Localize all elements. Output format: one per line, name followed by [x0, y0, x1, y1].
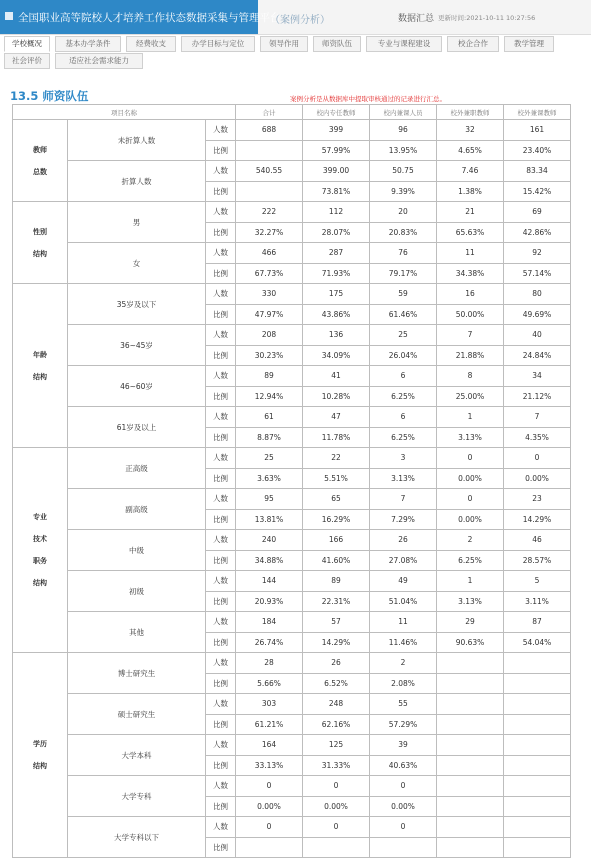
value-cell: 0.00%	[437, 509, 504, 530]
value-cell: 0.00%	[303, 796, 370, 817]
table-row	[13, 735, 571, 756]
value-cell: 46	[504, 530, 571, 551]
header-internal-fulltime: 校内专任教师	[303, 105, 370, 120]
item-label: 未折算人数	[68, 120, 206, 161]
tab-social-evaluation[interactable]: 社会评价	[4, 53, 50, 69]
value-cell: 16	[437, 284, 504, 305]
table-row	[13, 489, 571, 510]
value-cell: 9.39%	[370, 181, 437, 202]
value-cell	[504, 653, 571, 674]
value-cell: 62.16%	[303, 714, 370, 735]
measure-label: 人数	[206, 120, 236, 141]
section-note: 案例分析是从数据库中提取审核通过的记录进行汇总。	[290, 95, 446, 103]
value-cell: 95	[236, 489, 303, 510]
value-cell: 26.04%	[370, 345, 437, 366]
value-cell: 5.51%	[303, 468, 370, 489]
value-cell: 0	[236, 776, 303, 797]
tab-social-adaptability[interactable]: 适应社会需求能力	[55, 53, 143, 69]
value-cell	[236, 140, 303, 161]
value-cell: 65	[303, 489, 370, 510]
measure-label: 比例	[206, 796, 236, 817]
value-cell: 30.23%	[236, 345, 303, 366]
value-cell: 87	[504, 612, 571, 633]
value-cell: 7.46	[437, 161, 504, 182]
item-label: 35岁及以下	[68, 284, 206, 325]
table-row	[13, 817, 571, 838]
value-cell: 49.69%	[504, 304, 571, 325]
item-label: 大学专科	[68, 776, 206, 817]
tab-funding[interactable]: 经费收支	[126, 36, 176, 52]
measure-label: 比例	[206, 386, 236, 407]
value-cell: 25.00%	[437, 386, 504, 407]
value-cell: 34.09%	[303, 345, 370, 366]
value-cell: 90.63%	[437, 632, 504, 653]
value-cell: 208	[236, 325, 303, 346]
measure-label: 比例	[206, 140, 236, 161]
value-cell: 8.87%	[236, 427, 303, 448]
value-cell: 7	[370, 489, 437, 510]
item-label: 硕士研究生	[68, 694, 206, 735]
value-cell	[437, 694, 504, 715]
value-cell: 14.29%	[504, 509, 571, 530]
value-cell: 96	[370, 120, 437, 141]
measure-label: 人数	[206, 735, 236, 756]
app-title: 全国职业高等院校人才培养工作状态数据采集与管理平台	[18, 12, 281, 24]
value-cell	[504, 673, 571, 694]
value-cell: 3.13%	[437, 591, 504, 612]
value-cell	[236, 837, 303, 858]
measure-label: 人数	[206, 694, 236, 715]
value-cell: 0	[303, 817, 370, 838]
value-cell: 41.60%	[303, 550, 370, 571]
value-cell: 8	[437, 366, 504, 387]
measure-label: 人数	[206, 817, 236, 838]
value-cell: 28.07%	[303, 222, 370, 243]
value-cell: 50.00%	[437, 304, 504, 325]
header-item-name: 项目名称	[13, 105, 236, 120]
measure-label: 比例	[206, 714, 236, 735]
value-cell	[504, 776, 571, 797]
measure-label: 比例	[206, 222, 236, 243]
value-cell: 540.55	[236, 161, 303, 182]
value-cell: 4.65%	[437, 140, 504, 161]
value-cell: 71.93%	[303, 263, 370, 284]
value-cell: 80	[504, 284, 571, 305]
value-cell: 65.63%	[437, 222, 504, 243]
value-cell: 2	[370, 653, 437, 674]
value-cell	[504, 817, 571, 838]
value-cell: 25	[236, 448, 303, 469]
group-label: 年龄结构	[33, 350, 47, 381]
value-cell: 11.78%	[303, 427, 370, 448]
value-cell: 5	[504, 571, 571, 592]
item-label: 其他	[68, 612, 206, 653]
value-cell: 39	[370, 735, 437, 756]
value-cell: 125	[303, 735, 370, 756]
value-cell: 57.14%	[504, 263, 571, 284]
item-label: 副高级	[68, 489, 206, 530]
measure-label: 人数	[206, 776, 236, 797]
value-cell: 0.00%	[504, 468, 571, 489]
measure-label: 比例	[206, 550, 236, 571]
value-cell: 166	[303, 530, 370, 551]
value-cell: 49	[370, 571, 437, 592]
measure-label: 比例	[206, 263, 236, 284]
value-cell: 0	[437, 448, 504, 469]
value-cell: 61.46%	[370, 304, 437, 325]
measure-label: 比例	[206, 304, 236, 325]
measure-label: 比例	[206, 509, 236, 530]
value-cell: 89	[236, 366, 303, 387]
value-cell: 27.08%	[370, 550, 437, 571]
tab-cooperation[interactable]: 校企合作	[447, 36, 499, 52]
value-cell: 2	[437, 530, 504, 551]
measure-label: 比例	[206, 427, 236, 448]
value-cell: 50.75	[370, 161, 437, 182]
value-cell: 175	[303, 284, 370, 305]
measure-label: 人数	[206, 612, 236, 633]
value-cell: 287	[303, 243, 370, 264]
measure-label: 比例	[206, 468, 236, 489]
value-cell: 222	[236, 202, 303, 223]
value-cell	[370, 837, 437, 858]
value-cell: 7	[437, 325, 504, 346]
item-label: 正高级	[68, 448, 206, 489]
group-label-cell	[13, 284, 68, 448]
value-cell: 20.83%	[370, 222, 437, 243]
value-cell: 4.35%	[504, 427, 571, 448]
group-label-cell	[13, 202, 68, 284]
value-cell: 5.66%	[236, 673, 303, 694]
value-cell: 330	[236, 284, 303, 305]
value-cell: 29	[437, 612, 504, 633]
value-cell: 40	[504, 325, 571, 346]
value-cell: 22.31%	[303, 591, 370, 612]
table-row	[13, 284, 571, 305]
value-cell: 11	[437, 243, 504, 264]
table-header-row	[13, 105, 571, 120]
value-cell: 34.88%	[236, 550, 303, 571]
value-cell: 3.11%	[504, 591, 571, 612]
value-cell: 0	[236, 817, 303, 838]
value-cell: 61	[236, 407, 303, 428]
value-cell: 6	[370, 366, 437, 387]
measure-label: 人数	[206, 407, 236, 428]
value-cell	[437, 735, 504, 756]
table-row	[13, 243, 571, 264]
value-cell	[437, 776, 504, 797]
header-external-parttime: 校外兼职教师	[437, 105, 504, 120]
value-cell: 57.29%	[370, 714, 437, 735]
measure-label: 人数	[206, 161, 236, 182]
table-row	[13, 694, 571, 715]
value-cell: 24.84%	[504, 345, 571, 366]
table-row	[13, 530, 571, 551]
measure-label: 比例	[206, 632, 236, 653]
value-cell: 184	[236, 612, 303, 633]
value-cell	[437, 653, 504, 674]
value-cell: 26.74%	[236, 632, 303, 653]
header-total: 合计	[236, 105, 303, 120]
value-cell: 57	[303, 612, 370, 633]
table-row	[13, 161, 571, 182]
table-row	[13, 448, 571, 469]
value-cell: 89	[303, 571, 370, 592]
value-cell: 61.21%	[236, 714, 303, 735]
value-cell	[437, 817, 504, 838]
value-cell: 16.29%	[303, 509, 370, 530]
value-cell: 688	[236, 120, 303, 141]
measure-label: 人数	[206, 530, 236, 551]
value-cell: 57.99%	[303, 140, 370, 161]
value-cell: 32.27%	[236, 222, 303, 243]
value-cell: 69	[504, 202, 571, 223]
value-cell: 21	[437, 202, 504, 223]
measure-label: 人数	[206, 284, 236, 305]
tab-school-overview[interactable]: 学校概况	[4, 36, 50, 52]
table-row	[13, 120, 571, 141]
item-label: 中级	[68, 530, 206, 571]
faculty-table	[12, 104, 571, 858]
value-cell: 21.88%	[437, 345, 504, 366]
value-cell: 1.38%	[437, 181, 504, 202]
header-internal-parttime: 校内兼课人员	[370, 105, 437, 120]
item-label: 女	[68, 243, 206, 284]
value-cell: 13.81%	[236, 509, 303, 530]
value-cell: 34.38%	[437, 263, 504, 284]
table-row	[13, 653, 571, 674]
value-cell: 7	[504, 407, 571, 428]
value-cell: 0.00%	[236, 796, 303, 817]
group-label-cell	[13, 653, 68, 858]
item-label: 折算人数	[68, 161, 206, 202]
item-label: 大学本科	[68, 735, 206, 776]
value-cell	[504, 796, 571, 817]
value-cell: 7.29%	[370, 509, 437, 530]
measure-label: 人数	[206, 202, 236, 223]
value-cell: 41	[303, 366, 370, 387]
table-row	[13, 407, 571, 428]
value-cell	[504, 837, 571, 858]
value-cell: 54.04%	[504, 632, 571, 653]
value-cell: 12.94%	[236, 386, 303, 407]
value-cell: 23	[504, 489, 571, 510]
measure-label: 人数	[206, 653, 236, 674]
value-cell: 92	[504, 243, 571, 264]
top-bar	[0, 0, 591, 35]
value-cell: 31.33%	[303, 755, 370, 776]
value-cell: 2.08%	[370, 673, 437, 694]
value-cell: 1	[437, 407, 504, 428]
tab-teaching-management[interactable]: 教学管理	[504, 36, 554, 52]
value-cell: 3.63%	[236, 468, 303, 489]
value-cell: 47.97%	[236, 304, 303, 325]
value-cell	[437, 714, 504, 735]
value-cell: 161	[504, 120, 571, 141]
value-cell	[236, 181, 303, 202]
value-cell	[437, 673, 504, 694]
measure-label: 比例	[206, 181, 236, 202]
value-cell: 79.17%	[370, 263, 437, 284]
value-cell: 6.52%	[303, 673, 370, 694]
value-cell: 15.42%	[504, 181, 571, 202]
value-cell	[504, 694, 571, 715]
value-cell: 0	[303, 776, 370, 797]
value-cell	[437, 837, 504, 858]
app-logo-icon	[5, 12, 13, 20]
measure-label: 人数	[206, 366, 236, 387]
value-cell: 136	[303, 325, 370, 346]
measure-label: 人数	[206, 243, 236, 264]
value-cell: 144	[236, 571, 303, 592]
value-cell: 73.81%	[303, 181, 370, 202]
value-cell: 21.12%	[504, 386, 571, 407]
value-cell: 3.13%	[370, 468, 437, 489]
item-label: 博士研究生	[68, 653, 206, 694]
value-cell: 0	[370, 817, 437, 838]
value-cell: 0	[504, 448, 571, 469]
measure-label: 人数	[206, 448, 236, 469]
group-label-cell	[13, 448, 68, 653]
measure-label: 人数	[206, 325, 236, 346]
value-cell: 248	[303, 694, 370, 715]
value-cell: 6.25%	[370, 386, 437, 407]
value-cell: 6	[370, 407, 437, 428]
value-cell	[437, 796, 504, 817]
measure-label: 比例	[206, 755, 236, 776]
value-cell: 26	[303, 653, 370, 674]
value-cell: 34	[504, 366, 571, 387]
table-row	[13, 571, 571, 592]
group-label: 学历结构	[33, 740, 47, 770]
value-cell: 3.13%	[437, 427, 504, 448]
value-cell	[504, 755, 571, 776]
value-cell	[303, 837, 370, 858]
item-label: 36~45岁	[68, 325, 206, 366]
value-cell: 26	[370, 530, 437, 551]
value-cell: 14.29%	[303, 632, 370, 653]
value-cell: 3	[370, 448, 437, 469]
measure-label: 比例	[206, 837, 236, 858]
item-label: 46~60岁	[68, 366, 206, 407]
value-cell	[504, 735, 571, 756]
table-row	[13, 366, 571, 387]
value-cell: 10.28%	[303, 386, 370, 407]
app-title-block	[0, 0, 281, 34]
value-cell	[504, 714, 571, 735]
value-cell: 20	[370, 202, 437, 223]
value-cell: 47	[303, 407, 370, 428]
table-row	[13, 325, 571, 346]
value-cell: 22	[303, 448, 370, 469]
value-cell	[437, 755, 504, 776]
value-cell: 1	[437, 571, 504, 592]
value-cell: 0.00%	[437, 468, 504, 489]
measure-label: 比例	[206, 673, 236, 694]
tab-goals[interactable]: 办学目标与定位	[181, 36, 255, 52]
value-cell: 240	[236, 530, 303, 551]
value-cell: 83.34	[504, 161, 571, 182]
value-cell: 303	[236, 694, 303, 715]
tab-leadership[interactable]: 领导作用	[260, 36, 308, 52]
item-label: 大学专科以下	[68, 817, 206, 858]
table-row	[13, 612, 571, 633]
value-cell: 55	[370, 694, 437, 715]
value-cell: 28.57%	[504, 550, 571, 571]
value-cell: 399	[303, 120, 370, 141]
value-cell: 59	[370, 284, 437, 305]
table-row	[13, 776, 571, 797]
header-external-course: 校外兼课教师	[504, 105, 571, 120]
value-cell: 25	[370, 325, 437, 346]
section-title: 13.5 师资队伍	[10, 89, 89, 103]
page-subtitle: （案例分析）	[270, 15, 330, 26]
value-cell: 6.25%	[370, 427, 437, 448]
group-label: 性别结构	[33, 227, 47, 258]
value-cell: 28	[236, 653, 303, 674]
value-cell: 43.86%	[303, 304, 370, 325]
value-cell: 0	[370, 776, 437, 797]
value-cell: 33.13%	[236, 755, 303, 776]
item-label: 61岁及以上	[68, 407, 206, 448]
value-cell: 67.73%	[236, 263, 303, 284]
value-cell: 11	[370, 612, 437, 633]
tab-faculty[interactable]: 师资队伍	[313, 36, 361, 52]
measure-label: 人数	[206, 571, 236, 592]
value-cell: 40.63%	[370, 755, 437, 776]
group-label-cell	[13, 120, 68, 202]
item-label: 初级	[68, 571, 206, 612]
value-cell: 20.93%	[236, 591, 303, 612]
tab-curriculum[interactable]: 专业与课程建设	[366, 36, 442, 52]
tab-basic-conditions[interactable]: 基本办学条件	[55, 36, 121, 52]
value-cell: 23.40%	[504, 140, 571, 161]
value-cell: 0.00%	[370, 796, 437, 817]
value-cell: 76	[370, 243, 437, 264]
value-cell: 51.04%	[370, 591, 437, 612]
value-cell: 0	[437, 489, 504, 510]
measure-label: 比例	[206, 345, 236, 366]
data-summary-link[interactable]: 数据汇总	[398, 14, 435, 24]
table-row	[13, 202, 571, 223]
measure-label: 比例	[206, 591, 236, 612]
value-cell: 466	[236, 243, 303, 264]
value-cell: 42.86%	[504, 222, 571, 243]
value-cell: 13.95%	[370, 140, 437, 161]
value-cell: 6.25%	[437, 550, 504, 571]
group-label: 教师总数	[33, 145, 47, 176]
value-cell: 11.46%	[370, 632, 437, 653]
value-cell: 399.00	[303, 161, 370, 182]
update-time: 更新时间:2021-10-11 10:27:56	[438, 14, 536, 22]
item-label: 男	[68, 202, 206, 243]
value-cell: 112	[303, 202, 370, 223]
value-cell: 164	[236, 735, 303, 756]
value-cell: 32	[437, 120, 504, 141]
measure-label: 人数	[206, 489, 236, 510]
group-label: 专业技术职务结构	[33, 513, 47, 587]
